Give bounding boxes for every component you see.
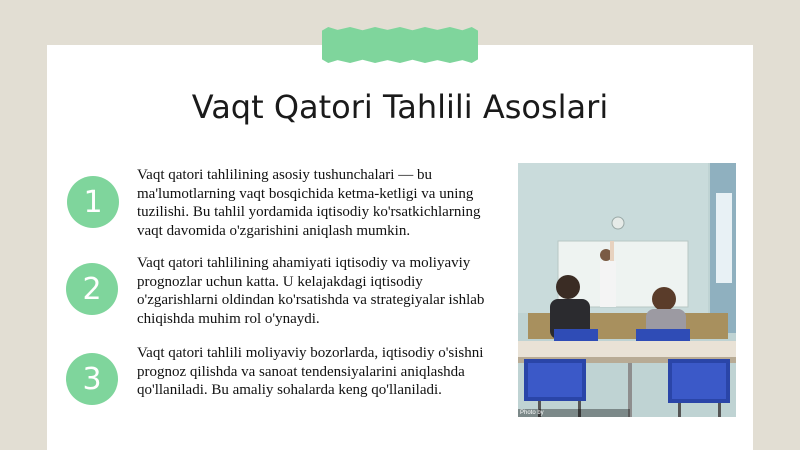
number-badge-1: 1 [67,176,119,228]
classroom-photo [518,163,736,417]
paragraph-2: Vaqt qatori tahlilining ahamiyati iqtisodiy va moliyaviy prognozlar uchun katta. U kelajakdagi iqtisodiy o'zgarishlarni oldindan ko'rsatishda va strategiyalar ishlab chiqishda muhim rol o'ynaydi. [137,255,485,327]
tape-decoration [322,27,478,63]
paragraph-3: Vaqt qatori tahlili moliyaviy bozorlarda, iqtisodiy o'sishni prognoz qilishda va sanoat tendensiyalarini aniqlashda qo'llaniladi. Bu amaliy sohalarda keng qo'llaniladi. [137,345,484,398]
number-badge-2: 2 [66,263,118,315]
classroom-image [518,163,736,417]
slide-title: Vaqt Qatori Tahlili Asoslari [191,88,609,126]
paragraph-1: Vaqt qatori tahlilining asosiy tushunchalari — bu ma'lumotlarning vaqt bosqichida ketma-ketligi va uning tuzilishi. Bu tahlil yordamida iqtisodiy ko'rsatkichlarning vaqt davomida o'zgarishini aniqlash mumkin. [137,167,481,239]
number-badge-3: 3 [66,353,118,405]
photo-credit: Photo by [518,409,630,417]
